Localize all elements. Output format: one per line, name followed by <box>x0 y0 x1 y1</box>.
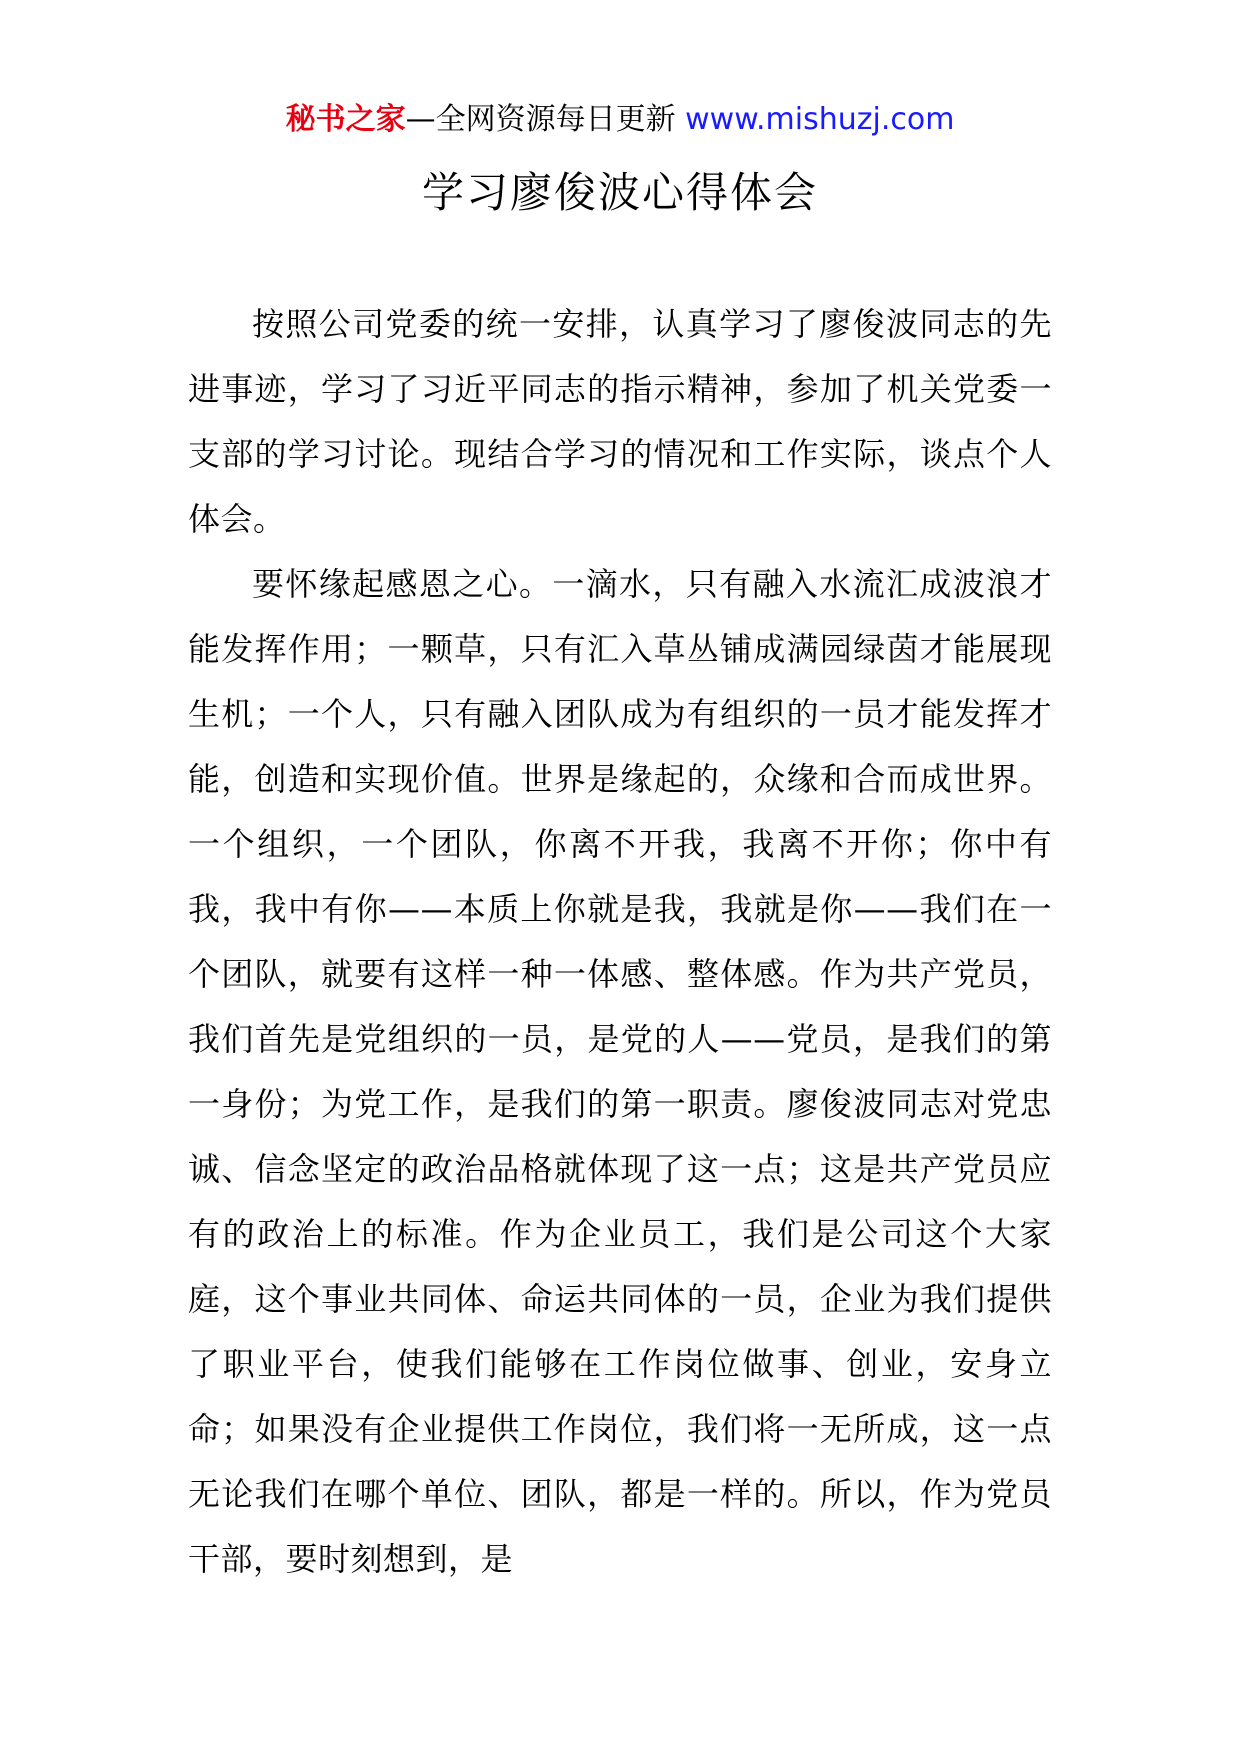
site-url-link[interactable]: www.mishuzj.com <box>685 102 955 137</box>
site-slogan: —全网资源每日更新 <box>405 102 676 137</box>
site-brand-name: 秘书之家 <box>285 102 406 137</box>
document-title: 学习廖俊波心得体会 <box>421 168 818 217</box>
document-body <box>188 292 1052 1592</box>
site-header-banner <box>0 100 1240 140</box>
paragraph-intro: 按照公司党委的统一安排，认真学习了廖俊波同志的先进事迹，学习了习近平同志的指示精神，参加了机关党委一支部的学习讨论。现结合学习的情况和工作实际，谈点个人体会。 <box>188 305 1052 538</box>
paragraph-gratitude: 要怀缘起感恩之心。一滴水，只有融入水流汇成波浪才能发挥作用；一颗草，只有汇入草丛铺成满园绿茵才能展现生机；一个人，只有融入团队成为有组织的一员才能发挥才能，创造和实现价值。世界是缘起的，众缘和合而成世界。一个组织，一个团队，你离不开我，我离不开你；你中有我，我中有你——本质上你就是我，我就是你——我们在一个团队，就要有这样一种一体感、整体感。作为共产党员，我们首先是党组织的一员，是党的人——党员，是我们的第一身份；为党工作，是我们的第一职责。廖俊波同志对党忠诚、信念坚定的政治品格就体现了这一点；这是共产党员应有的政治上的标准。作为企业员工，我们是公司这个大家庭，这个事业共同体、命运共同体的一员，企业为我们提供了职业平台，使我们能够在工作岗位做事、创业，安身立命；如果没有企业提供工作岗位，我们将一无所成，这一点无论我们在哪个单位、团队，都是一样的。所以，作为党员干部，要时刻想到，是 <box>188 565 1052 1578</box>
